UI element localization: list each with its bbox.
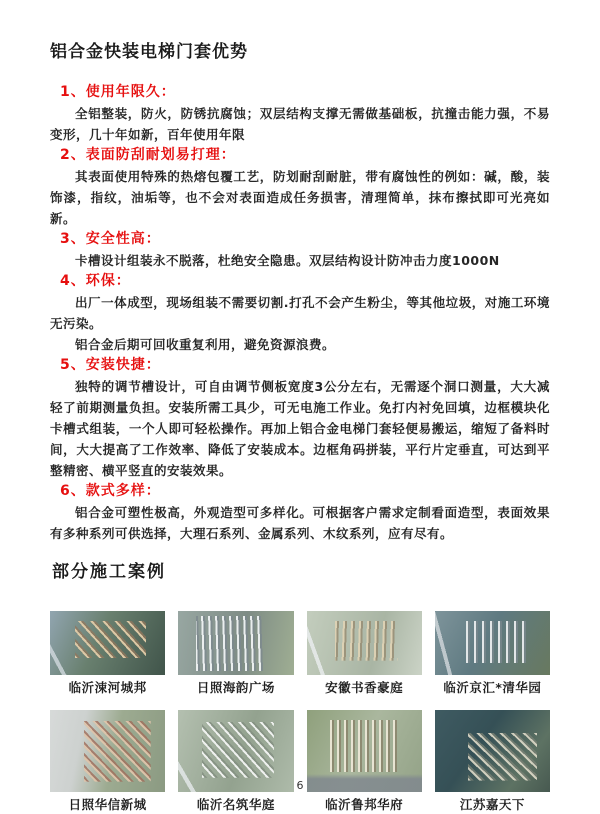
advantage-5-text: 独特的调节槽设计，可自由调节侧板宽度3公分左右，无需逐个洞口测量，大大减轻了前期测量负担。安装所需工具少，可无电施工作业。免打内衬免回填，边框模块化卡槽式组装，一个人即可轻松操作。再加上铝合金电梯门套轻便易搬运，缩短了备料时间，大大提高了工作效率、降低了安装成本。边框角码拼装，平行片定垂直，可达到平整精密、横平竖直的安装效果。 <box>50 379 550 478</box>
cases-grid-row-1 <box>50 611 550 696</box>
advantage-1-heading: 1、使用年限久： <box>60 84 176 100</box>
case-card <box>50 710 165 813</box>
advantages-section <box>50 82 550 544</box>
case-caption: 安徽书香豪庭 <box>325 680 404 695</box>
advantage-4-heading: 4、环保： <box>60 273 131 289</box>
advantage-3-heading: 3、安全性高： <box>60 231 161 247</box>
cases-grid-row-2 <box>50 710 550 813</box>
advantage-2-text: 其表面使用特殊的热熔包覆工艺，防划耐刮耐脏，带有腐蚀性的例如：碱，酸，装饰漆，指纹，油垢等，也不会对表面造成任务损害，清理简单，抹布擦拭即可光亮如新。 <box>50 169 550 226</box>
case-card <box>50 611 165 696</box>
case-caption: 日照海韵广场 <box>196 680 275 695</box>
case-caption: 临沂鲁邦华府 <box>325 797 404 812</box>
case-caption: 日照华信新城 <box>68 797 147 812</box>
case-caption: 江苏嘉天下 <box>459 797 525 812</box>
page-title: 铝合金快装电梯门套优势 <box>50 42 248 62</box>
cases-title: 部分施工案例 <box>52 562 166 582</box>
page-number: 6 <box>296 779 304 792</box>
advantage-1-text: 全铝整装，防火，防锈抗腐蚀；双层结构支撑无需做基础板，抗撞击能力强，不易变形，几十年如新，百年使用年限 <box>50 106 550 142</box>
page-content <box>0 40 600 813</box>
advantage-6-text: 铝合金可塑性极高，外观造型可多样化。可根据客户需求定制看面造型，表面效果有多种系列可供选择，大理石系列、金属系列、木纹系列，应有尽有。 <box>50 505 550 541</box>
advantage-4-text-2: 铝合金后期可回收重复利用，避免资源浪费。 <box>75 337 336 352</box>
case-caption: 临沂京汇*清华园 <box>443 680 542 695</box>
case-card <box>435 611 550 696</box>
case-card <box>178 611 293 696</box>
advantage-3-text: 卡槽设计组装永不脱落，杜绝安全隐患。双层结构设计防冲击力度1000N <box>75 253 500 268</box>
case-caption: 临沂名筑华庭 <box>196 797 275 812</box>
case-photo-linyi-suhe <box>50 611 165 675</box>
case-card <box>435 710 550 813</box>
advantage-2-heading: 2、表面防刮耐划易打理： <box>60 147 236 163</box>
case-card <box>307 611 422 696</box>
case-caption: 临沂涑河城邦 <box>68 680 147 695</box>
case-card <box>307 710 422 813</box>
advantage-4-text-1: 出厂一体成型，现场组装不需要切割.打孔不会产生粉尘，等其他垃圾，对施工环境无污染。 <box>50 295 550 331</box>
case-photo-linyi-jinghui <box>435 611 550 675</box>
case-photo-rizhao-haiyun <box>178 611 293 675</box>
advantage-6-heading: 6、款式多样： <box>60 483 161 499</box>
advantage-5-heading: 5、安装快捷： <box>60 357 161 373</box>
case-photo-anhui-shuxiang <box>307 611 422 675</box>
case-card <box>178 710 293 813</box>
